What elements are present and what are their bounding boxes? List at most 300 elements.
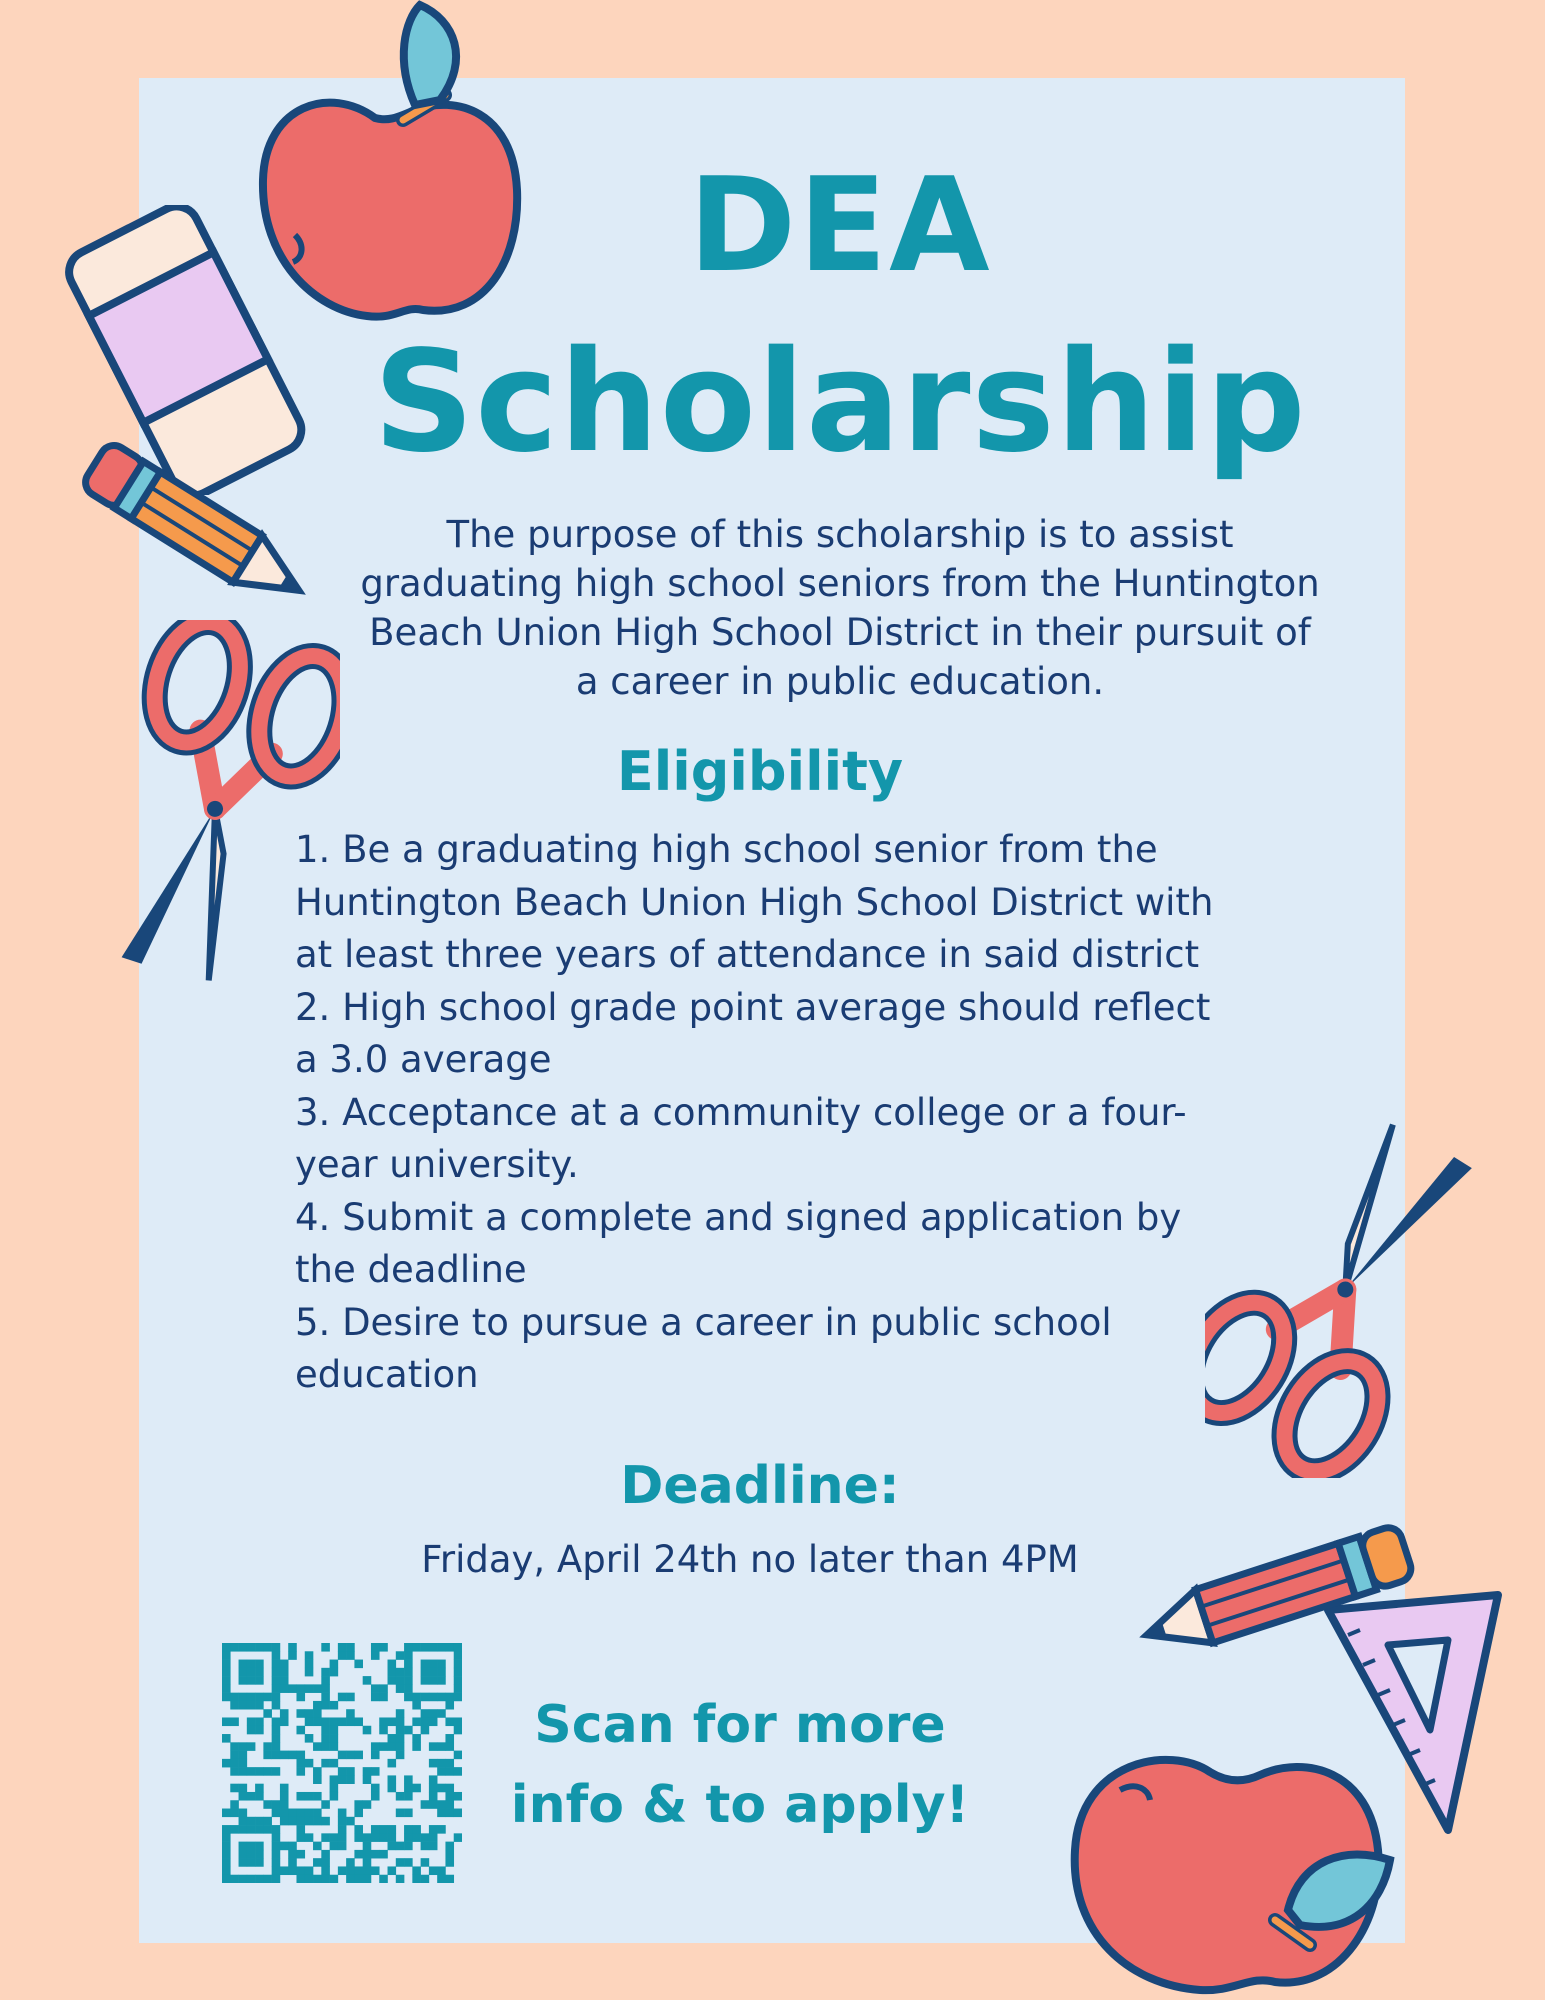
qr-module [371, 1693, 380, 1702]
qr-module [321, 1734, 330, 1743]
qr-module [280, 1809, 289, 1818]
qr-module [396, 1684, 405, 1693]
qr-module [321, 1875, 330, 1883]
qr-module [396, 1676, 405, 1685]
qr-module [239, 1701, 248, 1710]
qr-module [412, 1784, 421, 1793]
qr-module [239, 1742, 248, 1751]
qr-module [247, 1792, 256, 1801]
qr-module [280, 1709, 289, 1718]
qr-module [379, 1726, 388, 1735]
qr-module [421, 1858, 430, 1867]
qr-module [429, 1825, 438, 1834]
scan-callout [480, 1685, 1000, 1845]
qr-module [396, 1742, 405, 1751]
qr-module [379, 1742, 388, 1751]
qr-module [296, 1726, 305, 1735]
qr-module [222, 1676, 231, 1685]
qr-module [421, 1833, 430, 1842]
qr-module [404, 1643, 413, 1652]
qr-module [330, 1775, 339, 1784]
qr-module [437, 1866, 446, 1875]
qr-module [396, 1875, 405, 1883]
qr-module [396, 1792, 405, 1801]
qr-module [272, 1767, 281, 1776]
qr-module [429, 1784, 438, 1793]
qr-module [371, 1742, 380, 1751]
qr-module [454, 1717, 462, 1726]
qr-module [230, 1767, 239, 1776]
qr-module [346, 1709, 355, 1718]
qr-module [288, 1751, 297, 1760]
qr-module [239, 1825, 248, 1834]
qr-module [330, 1701, 339, 1710]
qr-module [371, 1767, 380, 1776]
qr-module [255, 1792, 264, 1801]
qr-module [280, 1792, 289, 1801]
qr-module [313, 1701, 322, 1710]
qr-module [247, 1726, 256, 1735]
qr-module [272, 1651, 281, 1660]
qr-module [412, 1693, 421, 1702]
qr-module [404, 1651, 413, 1660]
qr-module [272, 1734, 281, 1743]
qr-module [272, 1717, 281, 1726]
qr-module [239, 1842, 248, 1851]
qr-module [412, 1875, 421, 1883]
qr-module [445, 1800, 454, 1809]
qr-module [421, 1842, 430, 1851]
qr-module [272, 1693, 281, 1702]
qr-module [429, 1800, 438, 1809]
qr-module [338, 1866, 347, 1875]
qr-module [321, 1759, 330, 1768]
qr-module [330, 1842, 339, 1851]
qr-module [263, 1751, 272, 1760]
qr-module [454, 1792, 462, 1801]
qr-module [379, 1850, 388, 1859]
qr-module [230, 1643, 239, 1652]
qr-module [247, 1701, 256, 1710]
qr-module [388, 1825, 397, 1834]
qr-module [321, 1726, 330, 1735]
qr-module [404, 1809, 413, 1818]
qr-module [445, 1742, 454, 1751]
qr-module [321, 1850, 330, 1859]
qr-module [437, 1825, 446, 1834]
qr-module [272, 1866, 281, 1875]
qr-module [404, 1792, 413, 1801]
qr-module [239, 1759, 248, 1768]
qr-module [321, 1817, 330, 1826]
qr-module [222, 1684, 231, 1693]
qr-module [239, 1767, 248, 1776]
qr-module [280, 1668, 289, 1677]
qr-module [288, 1817, 297, 1826]
qr-module [263, 1767, 272, 1776]
qr-module [429, 1668, 438, 1677]
qr-module [437, 1668, 446, 1677]
qr-module [354, 1875, 363, 1883]
qr-module [305, 1684, 314, 1693]
qr-module [272, 1726, 281, 1735]
qr-module [388, 1734, 397, 1743]
qr-module [437, 1643, 446, 1652]
qr-module [313, 1792, 322, 1801]
qr-module [429, 1717, 438, 1726]
qr-module [305, 1792, 314, 1801]
qr-module [371, 1651, 380, 1660]
qr-module [313, 1742, 322, 1751]
qr-module [363, 1726, 372, 1735]
qr-module [371, 1792, 380, 1801]
qr-module [354, 1751, 363, 1760]
qr-module [354, 1809, 363, 1818]
qr-module [354, 1866, 363, 1875]
purpose-paragraph: The purpose of this scholarship is to assist graduating high school seniors from the Huntington Beach Union High School District in their pursuit of a career in public education. [360, 513, 1320, 703]
qr-module [321, 1643, 330, 1652]
qr-module [404, 1660, 413, 1669]
qr-module [313, 1842, 322, 1851]
qr-module [305, 1833, 314, 1842]
qr-module [437, 1767, 446, 1776]
deadline-text: Friday, April 24th no later than 4PM [421, 1538, 1079, 1581]
qr-module [346, 1651, 355, 1660]
qr-module [305, 1717, 314, 1726]
qr-module [288, 1858, 297, 1867]
qr-module [429, 1742, 438, 1751]
qr-module [437, 1809, 446, 1818]
qr-module [404, 1726, 413, 1735]
qr-module [263, 1643, 272, 1652]
qr-module [379, 1875, 388, 1883]
qr-module [346, 1817, 355, 1826]
qr-module [222, 1833, 231, 1842]
qr-module [255, 1875, 264, 1883]
qr-module [330, 1792, 339, 1801]
qr-module [330, 1734, 339, 1743]
qr-module [421, 1800, 430, 1809]
qr-module [280, 1784, 289, 1793]
qr-module [371, 1784, 380, 1793]
qr-module [346, 1643, 355, 1652]
qr-module [429, 1775, 438, 1784]
qr-module [454, 1684, 462, 1693]
qr-module [230, 1875, 239, 1883]
scan-line-2: info & to apply! [510, 1775, 970, 1835]
eligibility-item: 3. Acceptance at a community college or a four-year university. [295, 1090, 1187, 1186]
qr-module [404, 1684, 413, 1693]
qr-module [454, 1833, 462, 1842]
qr-module [396, 1858, 405, 1867]
qr-module [354, 1800, 363, 1809]
qr-module [445, 1792, 454, 1801]
qr-module [296, 1709, 305, 1718]
qr-module [338, 1643, 347, 1652]
qr-module [429, 1759, 438, 1768]
qr-module [412, 1701, 421, 1710]
qr-module [230, 1759, 239, 1768]
qr-module [222, 1842, 231, 1851]
qr-module [296, 1809, 305, 1818]
qr-module [272, 1842, 281, 1851]
qr-module [412, 1866, 421, 1875]
qr-module [222, 1759, 231, 1768]
qr-module [272, 1684, 281, 1693]
scan-line-1: Scan for more [534, 1695, 946, 1755]
qr-module [338, 1817, 347, 1826]
qr-module [230, 1693, 239, 1702]
title-line-2: Scholarship [373, 321, 1307, 484]
qr-module [313, 1817, 322, 1826]
qr-module [363, 1767, 372, 1776]
qr-module [445, 1717, 454, 1726]
qr-module [305, 1734, 314, 1743]
qr-module [313, 1684, 322, 1693]
qr-module [321, 1693, 330, 1702]
qr-module [388, 1866, 397, 1875]
qr-module [288, 1684, 297, 1693]
qr-module [247, 1676, 256, 1685]
apple-icon [1060, 1720, 1400, 2000]
qr-module [412, 1643, 421, 1652]
qr-module [321, 1668, 330, 1677]
qr-module [255, 1693, 264, 1702]
qr-module [296, 1759, 305, 1768]
qr-module [222, 1651, 231, 1660]
qr-module [305, 1809, 314, 1818]
qr-module [305, 1866, 314, 1875]
qr-module [437, 1784, 446, 1793]
qr-module [454, 1751, 462, 1760]
qr-module [363, 1875, 372, 1883]
qr-module [363, 1800, 372, 1809]
qr-module [363, 1842, 372, 1851]
qr-module [255, 1668, 264, 1677]
qr-module [247, 1817, 256, 1826]
qr-module [404, 1676, 413, 1685]
qr-module [288, 1651, 297, 1660]
qr-module [272, 1875, 281, 1883]
qr-module [437, 1676, 446, 1685]
qr-module [321, 1800, 330, 1809]
qr-module [379, 1643, 388, 1652]
qr-module [429, 1643, 438, 1652]
qr-module [288, 1643, 297, 1652]
qr-module [346, 1751, 355, 1760]
qr-module [379, 1717, 388, 1726]
qr-module [421, 1676, 430, 1685]
qr-module [412, 1734, 421, 1743]
qr-module [437, 1800, 446, 1809]
qr-module [354, 1717, 363, 1726]
qr-module [363, 1833, 372, 1842]
qr-module [239, 1792, 248, 1801]
qr-module [255, 1643, 264, 1652]
qr-module [247, 1850, 256, 1859]
qr-module [445, 1875, 454, 1883]
qr-module [396, 1842, 405, 1851]
qr-module [445, 1809, 454, 1818]
qr-module [454, 1651, 462, 1660]
qr-module [222, 1717, 231, 1726]
qr-module [346, 1775, 355, 1784]
qr-module [222, 1850, 231, 1859]
qr-module [437, 1660, 446, 1669]
qr-module [396, 1668, 405, 1677]
qr-module [239, 1784, 248, 1793]
qr-module [255, 1825, 264, 1834]
qr-module [280, 1842, 289, 1851]
qr-module [247, 1858, 256, 1867]
qr-module [445, 1842, 454, 1851]
qr-module [321, 1866, 330, 1875]
qr-module [230, 1717, 239, 1726]
qr-module [222, 1693, 231, 1702]
qr-module [429, 1660, 438, 1669]
qr-module [396, 1709, 405, 1718]
qr-module [330, 1668, 339, 1677]
qr-module [388, 1742, 397, 1751]
qr-module [338, 1717, 347, 1726]
qr-module [288, 1866, 297, 1875]
qr-module [247, 1668, 256, 1677]
qr-module [272, 1643, 281, 1652]
qr-module [255, 1817, 264, 1826]
qr-module [454, 1726, 462, 1735]
qr-module [222, 1668, 231, 1677]
qr-module [272, 1825, 281, 1834]
qr-module [330, 1759, 339, 1768]
qr-module [296, 1850, 305, 1859]
qr-module [263, 1709, 272, 1718]
qr-code[interactable] [222, 1643, 462, 1883]
qr-module [404, 1858, 413, 1867]
qr-module [230, 1784, 239, 1793]
qr-module [222, 1643, 231, 1652]
qr-module [288, 1850, 297, 1859]
qr-module [354, 1825, 363, 1834]
qr-module [404, 1668, 413, 1677]
qr-module [296, 1875, 305, 1883]
qr-module [388, 1660, 397, 1669]
qr-module [404, 1784, 413, 1793]
qr-module [371, 1751, 380, 1760]
qr-module [263, 1817, 272, 1826]
qr-module [445, 1643, 454, 1652]
qr-module [404, 1825, 413, 1834]
qr-module [445, 1734, 454, 1743]
qr-module [239, 1850, 248, 1859]
qr-module [454, 1809, 462, 1818]
qr-module [272, 1850, 281, 1859]
qr-module [222, 1809, 231, 1818]
qr-module [239, 1668, 248, 1677]
qr-module [437, 1709, 446, 1718]
qr-module [346, 1717, 355, 1726]
qr-module [421, 1668, 430, 1677]
qr-module [222, 1866, 231, 1875]
qr-module [388, 1717, 397, 1726]
qr-module [338, 1833, 347, 1842]
qr-module [280, 1751, 289, 1760]
qr-module [239, 1751, 248, 1760]
qr-module [379, 1833, 388, 1842]
qr-module [272, 1742, 281, 1751]
qr-module [222, 1875, 231, 1883]
qr-module [338, 1775, 347, 1784]
qr-module [454, 1693, 462, 1702]
qr-module [230, 1800, 239, 1809]
qr-module [396, 1651, 405, 1660]
qr-module [354, 1833, 363, 1842]
qr-module [371, 1825, 380, 1834]
qr-module [272, 1701, 281, 1710]
qr-module [338, 1825, 347, 1834]
qr-module [296, 1684, 305, 1693]
qr-module [338, 1751, 347, 1760]
qr-module [338, 1809, 347, 1818]
qr-module [239, 1660, 248, 1669]
qr-module [313, 1809, 322, 1818]
qr-module [445, 1767, 454, 1776]
qr-module [421, 1643, 430, 1652]
qr-module [247, 1660, 256, 1669]
qr-module [272, 1676, 281, 1685]
qr-module [445, 1701, 454, 1710]
qr-module [247, 1842, 256, 1851]
qr-module [296, 1751, 305, 1760]
qr-module [388, 1775, 397, 1784]
qr-module [263, 1693, 272, 1702]
qr-module [363, 1850, 372, 1859]
qr-module [330, 1833, 339, 1842]
qr-module [321, 1858, 330, 1867]
qr-module [263, 1875, 272, 1883]
qr-module [437, 1759, 446, 1768]
qr-module [363, 1775, 372, 1784]
qr-module [272, 1809, 281, 1818]
qr-module [338, 1693, 347, 1702]
qr-module [230, 1751, 239, 1760]
qr-module [330, 1717, 339, 1726]
qr-module [379, 1693, 388, 1702]
qr-module [247, 1825, 256, 1834]
qr-module [305, 1817, 314, 1826]
qr-module [255, 1784, 264, 1793]
qr-module [305, 1759, 314, 1768]
qr-module [421, 1693, 430, 1702]
qr-module [445, 1759, 454, 1768]
qr-module [280, 1800, 289, 1809]
qr-module [371, 1684, 380, 1693]
qr-module [247, 1717, 256, 1726]
qr-module [396, 1751, 405, 1760]
qr-module [272, 1858, 281, 1867]
qr-module [296, 1767, 305, 1776]
qr-module [230, 1825, 239, 1834]
qr-module [288, 1809, 297, 1818]
qr-module [280, 1817, 289, 1826]
qr-module [421, 1875, 430, 1883]
qr-module [280, 1676, 289, 1685]
qr-module [445, 1850, 454, 1859]
qr-module [363, 1866, 372, 1875]
qr-module [412, 1833, 421, 1842]
qr-module [445, 1693, 454, 1702]
qr-module [255, 1842, 264, 1851]
qr-module [396, 1809, 405, 1818]
